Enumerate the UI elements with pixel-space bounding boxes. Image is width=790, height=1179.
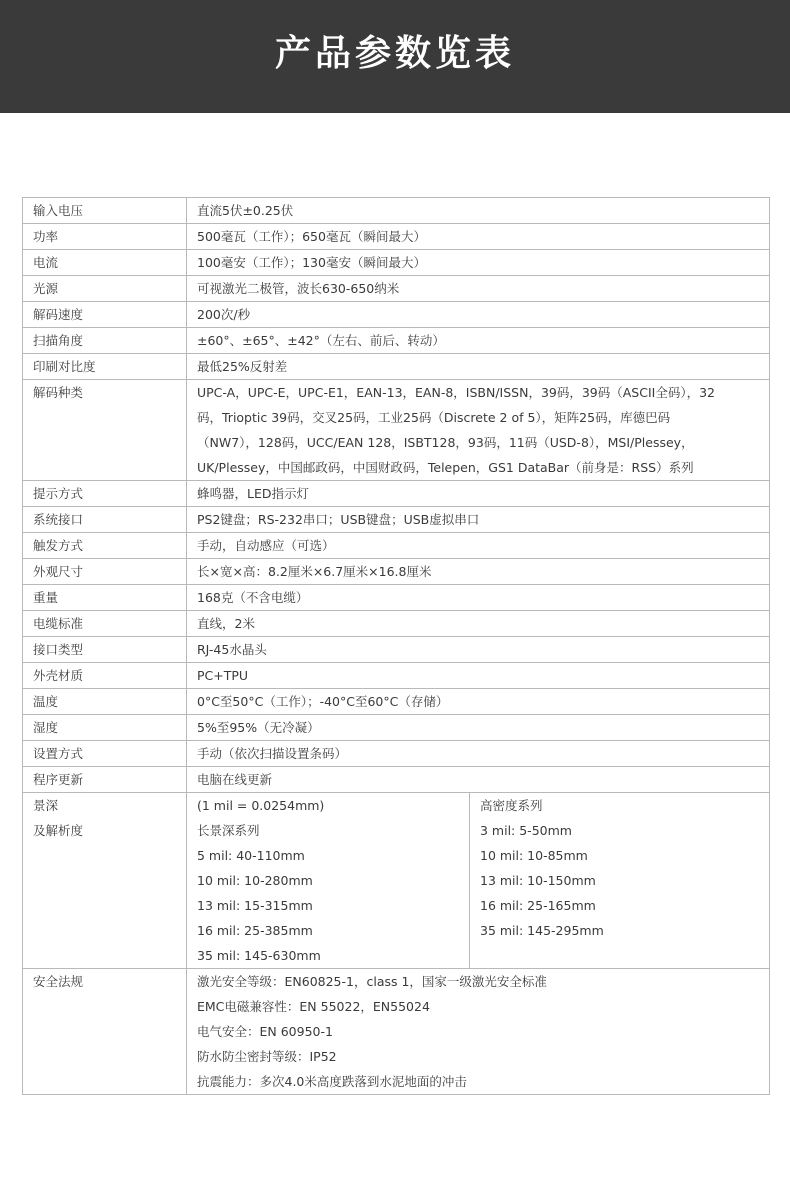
depth-line: 35 mil: 145-295mm: [480, 923, 604, 938]
safety-line: 防水防尘密封等级：IP52: [197, 1049, 337, 1064]
spec-label: 扫描角度: [23, 328, 187, 354]
spec-value: 手动，自动感应（可选）: [187, 533, 770, 559]
depth-line: 16 mil: 25-165mm: [480, 898, 596, 913]
spec-value: 可视激光二极管，波长630-650纳米: [187, 276, 770, 302]
spec-value: 100毫安（工作）；130毫安（瞬间最大）: [187, 250, 770, 276]
depth-line: 10 mil: 10-85mm: [480, 848, 588, 863]
table-row-safety: [23, 969, 770, 1095]
table-row: [23, 224, 770, 250]
spec-label: 功率: [23, 224, 187, 250]
spec-label: 解码速度: [23, 302, 187, 328]
depth-label-line: 景深: [33, 798, 59, 813]
depth-line: 13 mil: 15-315mm: [197, 898, 313, 913]
safety-line: 抗震能力：多次4.0米高度跌落到水泥地面的冲击: [197, 1074, 467, 1089]
spec-label-depth: [23, 793, 187, 969]
spec-value: 直线，2米: [187, 611, 770, 637]
depth-line: 3 mil: 5-50mm: [480, 823, 572, 838]
table-row: [23, 533, 770, 559]
spec-value: 0°C至50°C（工作）；-40°C至60°C（存储）: [187, 689, 770, 715]
safety-value: [187, 969, 770, 1095]
depth-line: 16 mil: 25-385mm: [197, 923, 313, 938]
spec-value: ±60°、±65°、±42°（左右、前后、转动）: [187, 328, 770, 354]
spec-value: 电脑在线更新: [187, 767, 770, 793]
spec-value: 200次/秒: [187, 302, 770, 328]
spec-label: 系统接口: [23, 507, 187, 533]
depth-line: 35 mil: 145-630mm: [197, 948, 321, 963]
table-row: [23, 637, 770, 663]
depth-label-line: 及解析度: [33, 823, 84, 838]
table-row: [23, 715, 770, 741]
safety-line: 电气安全：EN 60950-1: [197, 1024, 333, 1039]
decode-line: UPC-A，UPC-E，UPC-E1，EAN-13，EAN-8，ISBN/ISSN，39码，39码（ASCII全码），32: [197, 385, 715, 400]
table-row-depth-of-field: [23, 793, 770, 969]
table-row: [23, 611, 770, 637]
table-row: [23, 276, 770, 302]
spec-label: 设置方式: [23, 741, 187, 767]
spec-label: 触发方式: [23, 533, 187, 559]
depth-line: 5 mil: 40-110mm: [197, 848, 305, 863]
spec-label: 外观尺寸: [23, 559, 187, 585]
spec-value: 直流5伏±0.25伏: [187, 198, 770, 224]
table-row: [23, 354, 770, 380]
spec-label: 安全法规: [23, 969, 187, 1095]
table-row: [23, 585, 770, 611]
spec-value: 最低25%反射差: [187, 354, 770, 380]
decode-line: 码，Trioptic 39码，交叉25码，工业25码（Discrete 2 of 5），矩阵25码，库德巴码: [197, 410, 671, 425]
table-row: [23, 559, 770, 585]
spec-label: 电缆标准: [23, 611, 187, 637]
depth-line: 高密度系列: [480, 798, 543, 813]
table-row: [23, 250, 770, 276]
decode-line: UK/Plessey，中国邮政码，中国财政码，Telepen，GS1 DataBar（前身是：RSS）系列: [197, 460, 694, 475]
depth-line: (1 mil = 0.0254mm): [197, 798, 325, 813]
table-row-decode-types: [23, 380, 770, 481]
spec-value: 蜂鸣器，LED指示灯: [187, 481, 770, 507]
table-row: [23, 663, 770, 689]
high-density-series: [470, 793, 769, 968]
depth-of-field-value: [187, 793, 770, 969]
spec-label: 外壳材质: [23, 663, 187, 689]
spec-label: 提示方式: [23, 481, 187, 507]
safety-line: 激光安全等级：EN60825-1，class 1，国家一级激光安全标准: [197, 974, 547, 989]
page-title: 产品参数览表: [274, 33, 515, 74]
spec-label: 解码种类: [23, 380, 187, 481]
table-row: [23, 507, 770, 533]
table-row: [23, 198, 770, 224]
long-range-series: [187, 793, 470, 968]
spec-value: 5%至95%（无冷凝）: [187, 715, 770, 741]
safety-line: EMC电磁兼容性：EN 55022，EN55024: [197, 999, 430, 1014]
spec-value: 500毫瓦（工作）；650毫瓦（瞬间最大）: [187, 224, 770, 250]
table-row: [23, 767, 770, 793]
spec-label: 湿度: [23, 715, 187, 741]
spec-value: 手动（依次扫描设置条码）: [187, 741, 770, 767]
decode-types-value: [187, 380, 770, 481]
spec-label: 输入电压: [23, 198, 187, 224]
spec-value: PS2键盘；RS-232串口；USB键盘；USB虚拟串口: [187, 507, 770, 533]
spec-table: [22, 197, 770, 1095]
depth-line: 13 mil: 10-150mm: [480, 873, 596, 888]
spec-value: 168克（不含电缆）: [187, 585, 770, 611]
spec-label: 温度: [23, 689, 187, 715]
table-row: [23, 302, 770, 328]
spec-label: 接口类型: [23, 637, 187, 663]
spec-label: 光源: [23, 276, 187, 302]
table-row: [23, 328, 770, 354]
spec-label: 电流: [23, 250, 187, 276]
depth-line: 10 mil: 10-280mm: [197, 873, 313, 888]
spec-value: PC+TPU: [187, 663, 770, 689]
table-row: [23, 741, 770, 767]
table-row: [23, 689, 770, 715]
spec-value: RJ-45水晶头: [187, 637, 770, 663]
spec-label: 程序更新: [23, 767, 187, 793]
table-row: [23, 481, 770, 507]
decode-line: （NW7），128码，UCC/EAN 128，ISBT128，93码，11码（USD-8），MSI/Plessey，: [197, 435, 694, 450]
spec-label: 重量: [23, 585, 187, 611]
spec-value: 长×宽×高：8.2厘米×6.7厘米×16.8厘米: [187, 559, 770, 585]
spec-label: 印刷对比度: [23, 354, 187, 380]
depth-line: 长景深系列: [197, 823, 260, 838]
header-banner: [0, 0, 790, 113]
